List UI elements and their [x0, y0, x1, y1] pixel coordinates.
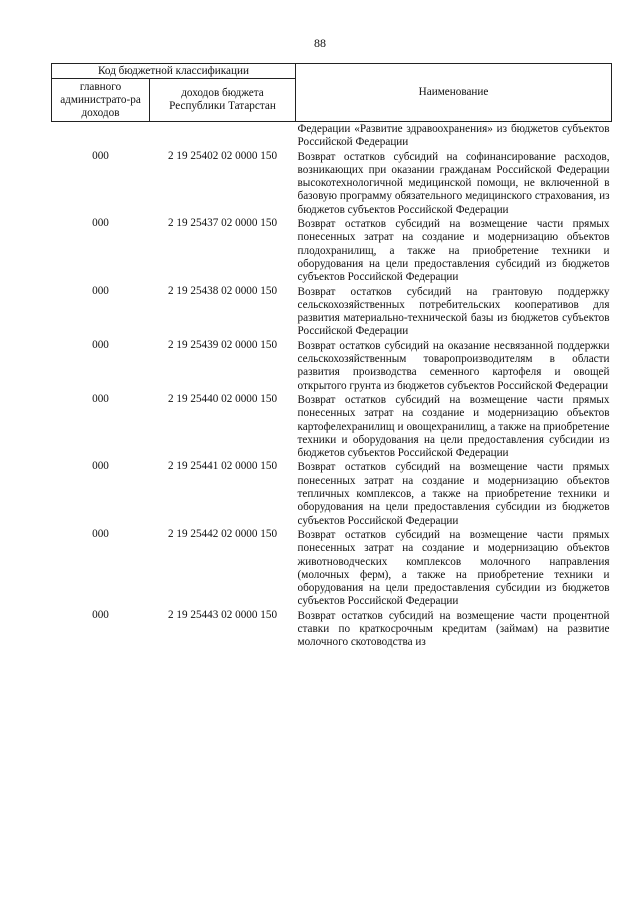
admin-cell: 000 — [92, 608, 109, 621]
table-body — [52, 122, 612, 650]
header-budget-classification-code: Код бюджетной классификации — [52, 64, 296, 79]
code-cell: 2 19 25440 02 0000 150 — [167, 392, 278, 405]
header-name: Наименование — [296, 64, 612, 122]
admin-cell: 000 — [92, 527, 109, 540]
name-cell: Возврат остатков субсидий на возмещение части прямых понесенных затрат на создание и модернизацию объектов плодохранилищ, а также на приобретение техники и оборудования на цели предоставления субсидий из бюджетов субъектов Российской Федерации — [297, 218, 610, 284]
table-row — [52, 609, 612, 650]
code-cell — [150, 122, 296, 150]
table-row-continuation — [52, 122, 612, 150]
name-cell: Возврат остатков субсидий на возмещение части прямых понесенных затрат на создание и модернизацию объектов тепличных комплексов, а также на приобретение техники и оборудования на цели предоставления субсидии из бюджетов субъектов Российской Федерации — [297, 461, 610, 527]
code-cell: 2 19 25439 02 0000 150 — [167, 338, 278, 351]
table-row — [52, 217, 612, 284]
code-cell: 2 19 25437 02 0000 150 — [167, 217, 278, 230]
table-header — [52, 64, 612, 122]
table-row — [52, 285, 612, 339]
header-revenue-code: доходов бюджета Республики Татарстан — [150, 79, 296, 122]
name-cell: Возврат остатков субсидий на софинансирование расходов, возникающих при оказании гражданам Российской Федерации высокотехнологичной медицинской помощи, не включенной в базовую программу обязательного медицинского страхования, из бюджетов субъектов Российской Федерации — [297, 150, 610, 216]
table-row — [52, 460, 612, 527]
code-cell: 2 19 25441 02 0000 150 — [167, 460, 278, 473]
code-cell: 2 19 25438 02 0000 150 — [167, 284, 278, 297]
name-cell: Возврат остатков субсидий на грантовую поддержку сельскохозяйственных потребительских кооперативов для развития материально-технической базы из бюджетов субъектов Российской Федерации — [297, 285, 610, 338]
admin-cell: 000 — [92, 217, 109, 230]
name-cell: Возврат остатков субсидий на возмещение части прямых понесенных затрат на создание и модернизацию объектов картофелехранилищ и овощехранилищ, а также на приобретение техники и оборудования на цели предоставления субсидии из бюджетов субъектов Российской Федерации — [297, 393, 610, 460]
budget-classification-table — [51, 63, 612, 650]
name-cell: Возврат остатков субсидий на оказание несвязанной поддержки сельскохозяйственным товаропроизводителям в области развития производства семенного картофеля и овощей открытого грунта из бюджетов субъектов Российской Федерации — [297, 339, 610, 392]
code-cell: 2 19 25442 02 0000 150 — [167, 527, 278, 540]
code-cell: 2 19 25402 02 0000 150 — [167, 149, 278, 162]
table-row — [52, 150, 612, 217]
admin-cell: 000 — [92, 338, 109, 351]
admin-cell: 000 — [92, 284, 109, 297]
table-row — [52, 393, 612, 460]
admin-cell: 000 — [92, 149, 109, 162]
name-cell: Федерации «Развитие здравоохранения» из бюджетов субъектов Российской Федерации — [297, 123, 610, 149]
table-row — [52, 339, 612, 393]
name-cell: Возврат остатков субсидий на возмещение части прямых понесенных затрат на создание и модернизацию объектов животноводческих комплексов молочного направления (молочных ферм), а также на приобретение техники и оборудования на цели предоставления субсидии из бюджетов субъектов Российской Федерации — [297, 528, 610, 608]
admin-cell — [52, 122, 150, 150]
name-cell: Возврат остатков субсидий на возмещение части процентной ставки по краткосрочным кредитам (займам) на развитие молочного скотоводства из — [297, 609, 610, 649]
table-row — [52, 528, 612, 609]
code-cell: 2 19 25443 02 0000 150 — [167, 608, 278, 621]
header-chief-administrator: главного администрато-ра доходов — [52, 79, 150, 122]
admin-cell: 000 — [92, 460, 109, 473]
page-number: 88 — [314, 36, 326, 50]
admin-cell: 000 — [92, 392, 109, 405]
